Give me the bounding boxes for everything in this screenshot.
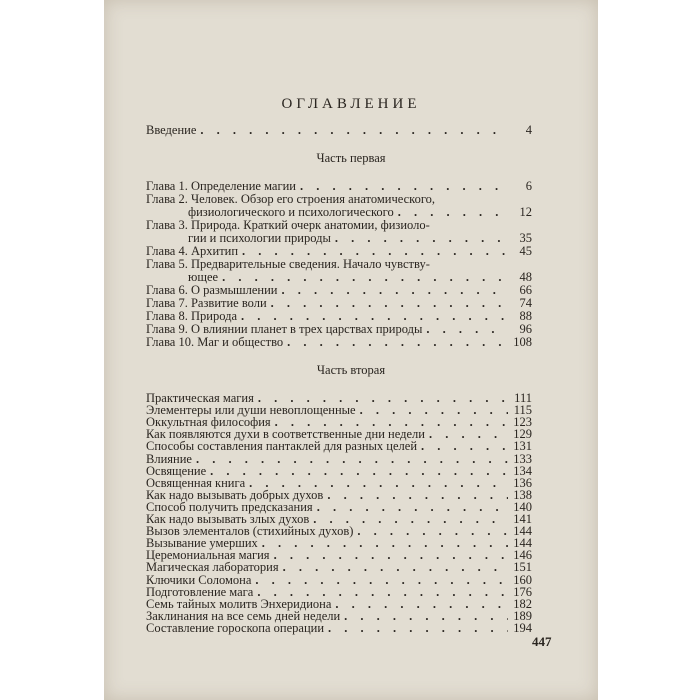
- toc-entry-page: 35: [519, 231, 532, 245]
- toc-entry-label: Как надо вызывать добрых духов: [146, 487, 324, 502]
- toc-entry-label: Элементеры или души невоплощенные: [146, 403, 356, 418]
- leader-dots: [196, 453, 508, 466]
- toc-entry: [146, 193, 532, 219]
- leader-dots: [271, 297, 508, 310]
- part-heading: Часть вторая: [316, 363, 386, 377]
- leader-dots: [274, 549, 508, 562]
- toc-entry-page: 45: [519, 244, 532, 258]
- toc-entry-label: Как надо вызывать злых духов: [146, 512, 310, 526]
- toc-entry-page: 160: [513, 572, 532, 587]
- toc-entry-label: Оккультная философия: [146, 415, 271, 430]
- leader-dots: [328, 622, 508, 635]
- leader-dots: [327, 489, 508, 502]
- toc-entry-label: Составление гороскопа операции: [146, 620, 325, 635]
- toc-entry-page: 144: [513, 524, 532, 539]
- toc-entry-page: 140: [513, 499, 532, 514]
- toc-entry-page: 6: [525, 179, 532, 193]
- toc-entry-page: 66: [519, 283, 532, 297]
- toc-entry-page: 182: [513, 596, 532, 611]
- toc-entry-label: Ключики Соломона: [146, 572, 252, 587]
- toc-entry-label: физиологического и психологического: [188, 205, 394, 219]
- leader-dots: [335, 598, 508, 611]
- toc-entry-label: Способы составления пантаклей для разных целей: [146, 439, 418, 454]
- toc-entry-page: 176: [513, 584, 532, 599]
- leader-dots: [357, 525, 508, 538]
- toc-entry-page: 123: [513, 415, 532, 430]
- part-heading: Часть первая: [316, 151, 386, 165]
- toc-entry-label: Семь тайных молитв Энхеридиона: [146, 596, 332, 611]
- toc-entry-page: 131: [513, 439, 532, 454]
- toc-entry-page: 194: [513, 620, 532, 635]
- leader-dots: [335, 232, 508, 245]
- toc-entry-page: 115: [513, 403, 532, 418]
- toc-entry-page: 146: [513, 548, 532, 563]
- toc-entry-label: Глава 2. Человек. Обзор его строения анатомического,: [146, 192, 436, 206]
- toc-entry-label: Как появляются духи в соответственные дни недели: [146, 427, 425, 442]
- book-page: [104, 0, 598, 700]
- leader-dots: [281, 284, 508, 297]
- toc-entry-label: Глава 9. О влиянии планет в трех царствах природы: [146, 322, 423, 336]
- toc-entry-label: Вызывание умерших: [146, 536, 258, 551]
- leader-dots: [255, 574, 508, 587]
- toc-entry-label: Введение: [146, 123, 197, 137]
- toc-entry-label: Церемониальная магия: [146, 548, 270, 563]
- leader-dots: [262, 537, 508, 550]
- toc-entry-label: Глава 3. Природа. Краткий очерк анатомии, физиоло-: [146, 218, 430, 232]
- toc-entry-label: Глава 7. Развитие воли: [146, 296, 267, 310]
- toc-entry-page: 138: [513, 487, 532, 502]
- leader-dots: [317, 501, 508, 514]
- toc-entry-page: 96: [519, 322, 532, 336]
- toc-entry-page: 108: [513, 335, 532, 349]
- toc-entry-label: Способ получить предсказания: [146, 499, 313, 514]
- leader-dots: [426, 323, 508, 336]
- toc-entry-label: Глава 6. О размышлении: [146, 283, 278, 297]
- toc-entry-label: Практическая магия: [146, 391, 254, 405]
- toc-entry-page: 151: [513, 560, 532, 575]
- toc-entry-page: 111: [514, 391, 532, 405]
- toc-entry-label: Глава 8. Природа: [146, 309, 237, 323]
- toc-entry-label: гии и психологии природы: [188, 231, 331, 245]
- page-number: 447: [532, 634, 552, 649]
- toc-entry-label: Освященная книга: [146, 475, 246, 490]
- leader-dots: [283, 561, 508, 574]
- toc-entry-label: Глава 4. Архитип: [146, 244, 239, 258]
- leader-dots: [287, 336, 508, 349]
- toc-entry: [146, 219, 532, 245]
- leader-dots: [210, 465, 508, 478]
- toc-entry-page: 4: [525, 123, 532, 137]
- toc-entry-intro: [146, 124, 532, 137]
- toc-entry-page: 134: [513, 463, 532, 478]
- leader-dots: [429, 428, 508, 441]
- toc-entry-label: Освящение: [146, 463, 207, 478]
- page-title: ОГЛАВЛЕНИЕ: [281, 96, 421, 112]
- leader-dots: [344, 610, 508, 623]
- toc-entry: [146, 440, 532, 453]
- toc-entry-page: 88: [519, 309, 532, 323]
- toc-entry-page: 189: [513, 608, 532, 623]
- toc-entry: [146, 258, 532, 284]
- toc-entry-page: 141: [513, 512, 532, 526]
- toc-entry-page: 144: [513, 536, 532, 551]
- toc-entry-page: 12: [519, 205, 532, 219]
- toc-entry-label: Глава 10. Маг и общество: [146, 335, 284, 349]
- toc-entry-label: Заклинания на все семь дней недели: [146, 608, 341, 623]
- toc-entry-page: 129: [513, 427, 532, 442]
- leader-dots: [200, 124, 508, 137]
- toc-entry-page: 136: [513, 475, 532, 490]
- toc-entry-page: 74: [519, 296, 532, 310]
- toc-entry-label: Влияние: [146, 451, 192, 466]
- toc-entry-label: ющее: [188, 270, 219, 284]
- toc-entry-label: Глава 5. Предварительные сведения. Начало чувству-: [146, 257, 430, 271]
- leader-dots: [360, 404, 508, 417]
- leader-dots: [421, 440, 508, 453]
- toc-entry-label: Вызов элементалов (стихийных духов): [146, 524, 354, 539]
- toc-entry: [146, 336, 532, 349]
- toc-entry-label: Магическая лаборатория: [146, 560, 279, 575]
- toc-entry-page: 133: [513, 451, 532, 466]
- toc-entry-label: Подготовление мага: [146, 584, 254, 599]
- toc-entry-page: 48: [519, 270, 532, 284]
- toc-entry: [146, 622, 532, 635]
- toc-entry-label: Глава 1. Определение магии: [146, 179, 296, 193]
